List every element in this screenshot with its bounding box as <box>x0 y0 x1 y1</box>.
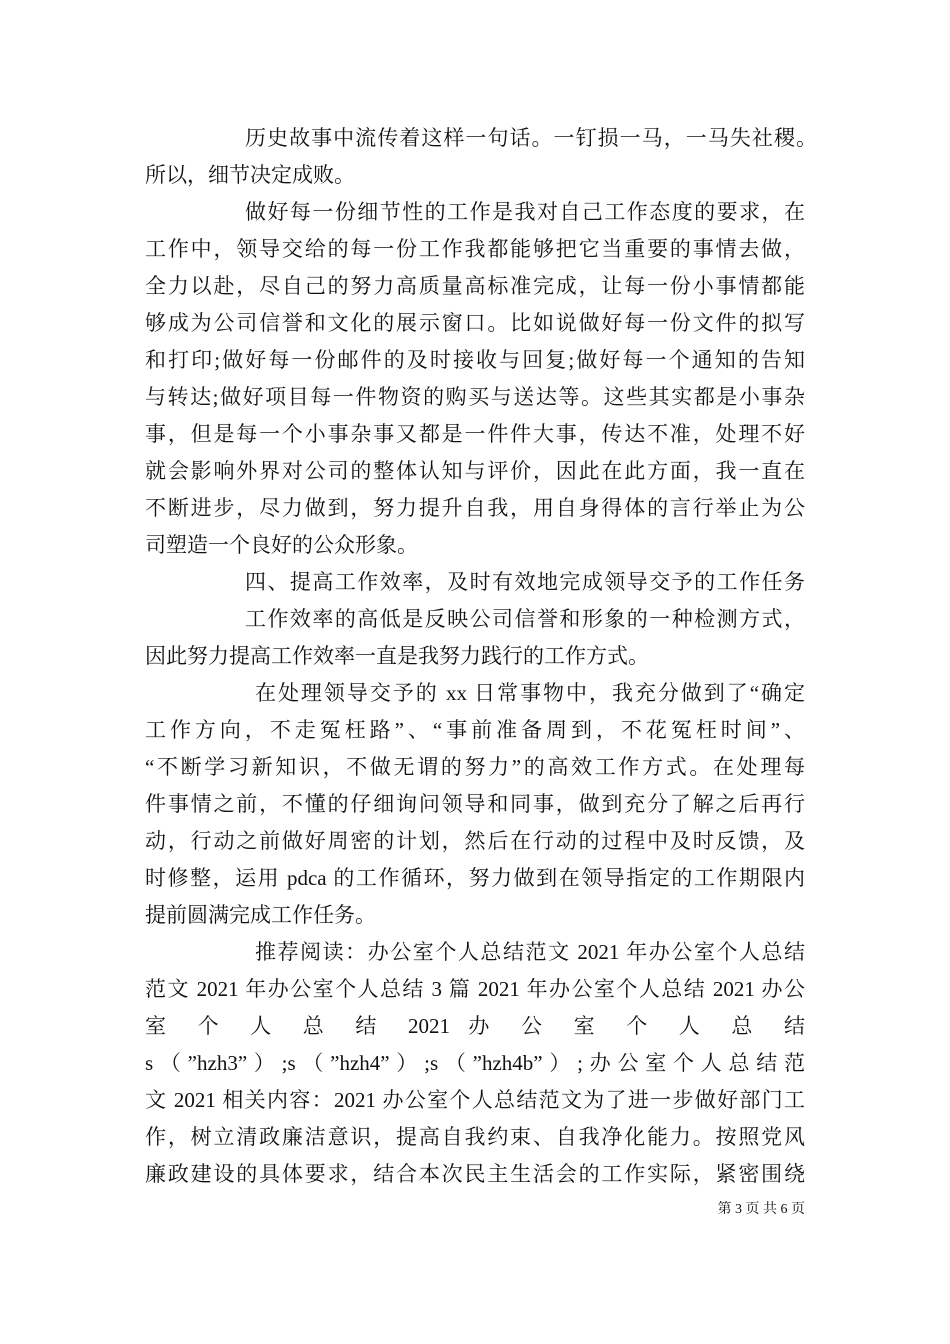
text-line: s（”hzh3”）;s（”hzh4”）;s（”hzh4b”）;办公室个人总结范 <box>145 1051 805 1075</box>
text-line: 文 2021 相关内容：2021 办公室个人总结范文为了进一步做好部门工 <box>145 1088 805 1112</box>
text-line: 动，行动之前做好周密的计划，然后在行动的过程中及时反馈，及 <box>145 829 805 853</box>
text-line: 做好每一份细节性的工作是我对自己工作态度的要求，在 <box>245 200 805 224</box>
paragraph-intro <box>145 120 817 194</box>
text-line: 件事情之前，不懂的仔细询问领导和同事，做到充分了解之后再行 <box>145 792 805 816</box>
text-line: 事，但是每一个小事杂事又都是一件件大事，传达不准，处理不好 <box>145 422 805 446</box>
text-line: 提前圆满完成工作任务。 <box>145 903 376 927</box>
heading-line: 四、提高工作效率，及时有效地完成领导交予的工作任务 <box>245 570 805 594</box>
paragraph-recommended-reading <box>145 934 805 1193</box>
paragraph-details <box>145 194 805 564</box>
text-line: 就会影响外界对公司的整体认知与评价，因此在此方面，我一直在 <box>145 459 805 483</box>
text-line: 历史故事中流传着这样一句话。一钉损一马，一马失社稷。 <box>245 126 817 150</box>
text-line: 推荐阅读：办公室个人总结范文 2021 年办公室个人总结 <box>255 940 805 964</box>
text-line: 不断进步，尽力做到，努力提升自我，用自身得体的言行举止为公 <box>145 496 805 520</box>
text-line: 工作效率的高低是反映公司信誉和形象的一种检测方式， <box>245 607 805 631</box>
text-line: 工作中，领导交给的每一份工作我都能够把它当重要的事情去做， <box>145 237 805 261</box>
text-line: 因此努力提高工作效率一直是我努力践行的工作方式。 <box>145 644 649 668</box>
paragraph-efficiency <box>145 601 805 675</box>
paragraph-methods <box>145 675 805 934</box>
text-line: “不断学习新知识，不做无谓的努力”的高效工作方式。在处理每 <box>145 755 805 779</box>
text-line: 室 个 人 总 结 2021 办 公 室 个 人 总 结 <box>145 1014 805 1038</box>
document-body <box>145 120 817 1193</box>
text-line: 与转达;做好项目每一件物资的购买与送达等。这些其实都是小事杂 <box>145 385 805 409</box>
text-line: 在处理领导交予的 xx 日常事物中，我充分做到了“确定 <box>255 681 805 705</box>
text-line: 范文 2021 年办公室个人总结 3 篇 2021 年办公室个人总结 2021 办公 <box>145 977 805 1001</box>
text-line: 和打印;做好每一份邮件的及时接收与回复;做好每一个通知的告知 <box>145 348 805 372</box>
text-line: 时修整，运用 pdca 的工作循环，努力做到在领导指定的工作期限内 <box>145 866 805 890</box>
text-line: 司塑造一个良好的公众形象。 <box>145 533 418 557</box>
text-line: 所以，细节决定成败。 <box>145 163 355 187</box>
text-line: 廉政建设的具体要求，结合本次民主生活会的工作实际，紧密围绕 <box>145 1162 805 1186</box>
text-line: 工作方向，不走冤枉路”、“事前准备周到，不花冤枉时间”、 <box>145 718 805 742</box>
page-number-footer: 第 3 页 共 6 页 <box>717 1202 805 1217</box>
text-line: 作，树立清政廉洁意识，提高自我约束、自我净化能力。按照党风 <box>145 1125 805 1149</box>
section-heading <box>145 564 805 601</box>
text-line: 全力以赴，尽自己的努力高质量高标准完成，让每一份小事情都能 <box>145 274 805 298</box>
text-line: 够成为公司信誉和文化的展示窗口。比如说做好每一份文件的拟写 <box>145 311 805 335</box>
